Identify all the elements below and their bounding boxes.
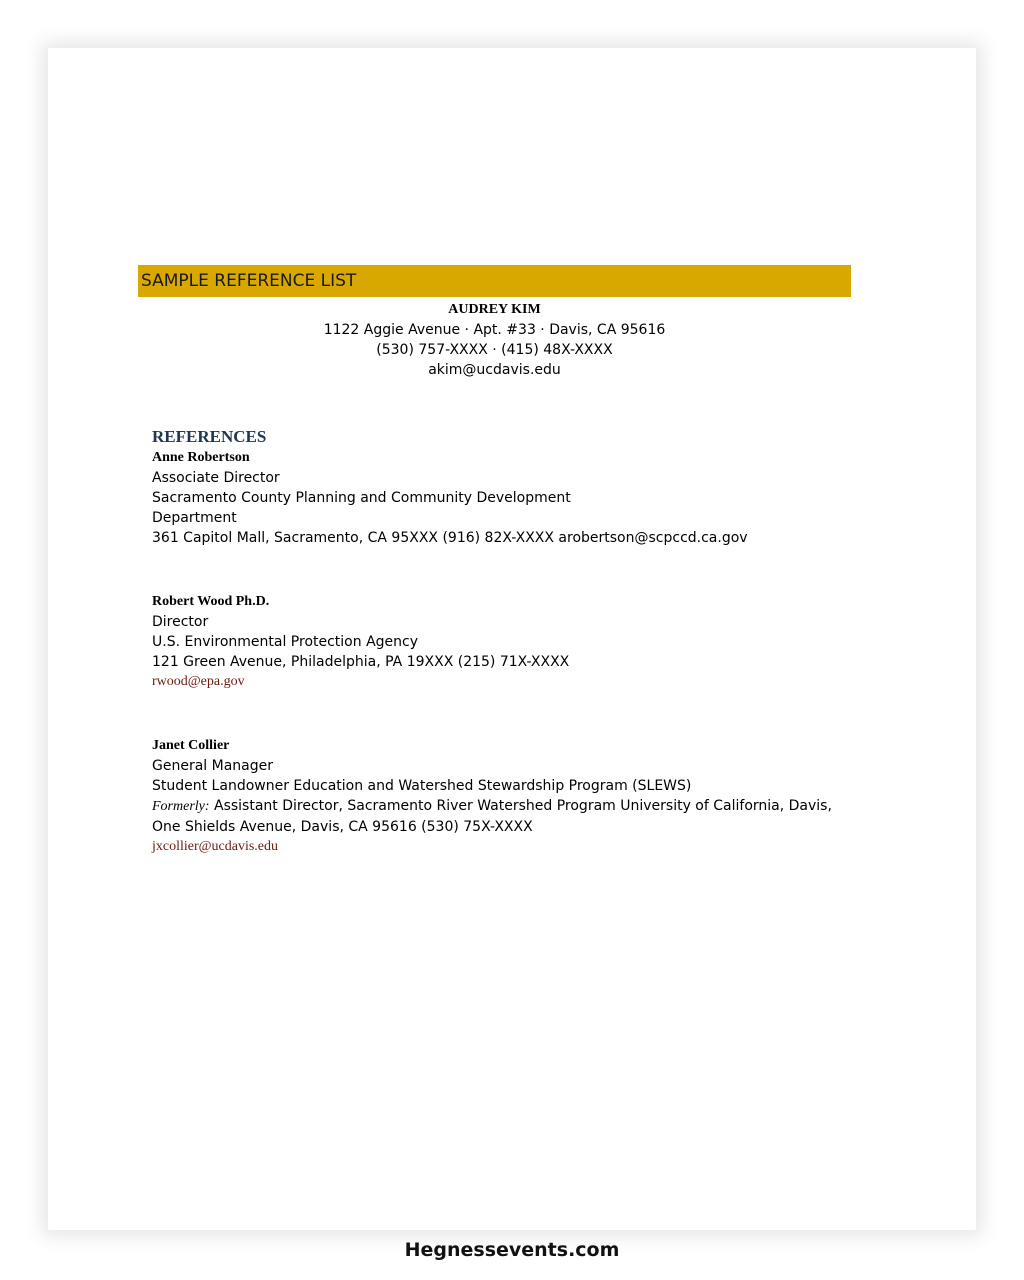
reference-email: rwood@epa.gov: [152, 674, 245, 689]
document-page: [48, 48, 976, 1230]
applicant-address: 1122 Aggie Avenue · Apt. #33 · Davis, CA 95616: [323, 322, 666, 338]
reference-title: General Manager: [152, 758, 273, 774]
reference-contact: 361 Capitol Mall, Sacramento, CA 95XXX (916) 82X-XXXX arobertson@scpccd.ca.gov: [152, 530, 748, 546]
document-title-bar: SAMPLE REFERENCE LIST: [138, 265, 851, 297]
reference-name: Robert Wood Ph.D.: [152, 594, 270, 609]
applicant-phones: (530) 757-XXXX · (415) 48X-XXXX: [376, 342, 613, 358]
applicant-header: [138, 300, 851, 380]
reference-contact: One Shields Avenue, Davis, CA 95616 (530) 75X-XXXX: [152, 819, 533, 835]
reference-name: Janet Collier: [152, 738, 230, 753]
reference-email: jxcollier@ucdavis.edu: [152, 839, 279, 854]
references-section: [152, 426, 852, 857]
applicant-name: AUDREY KIM: [448, 302, 541, 317]
reference-name: Anne Robertson: [152, 450, 250, 465]
reference-organization: Sacramento County Planning and Community Development: [152, 490, 571, 506]
reference-title: Associate Director: [152, 470, 280, 486]
reference-formerly: [152, 796, 852, 817]
reference-organization: Student Landowner Education and Watershed Stewardship Program (SLEWS): [152, 778, 692, 794]
site-watermark: Hegnessevents.com: [404, 1239, 620, 1261]
reference-title: Director: [152, 614, 209, 630]
reference-organization: U.S. Environmental Protection Agency: [152, 634, 419, 650]
reference-entry: [152, 448, 852, 548]
reference-entry: [152, 592, 852, 692]
reference-entry: [152, 736, 852, 857]
reference-organization-cont: Department: [152, 510, 237, 526]
applicant-email: akim@ucdavis.edu: [428, 362, 561, 378]
formerly-text: Assistant Director, Sacramento River Watershed Program University of California, Davis,: [214, 798, 832, 814]
references-heading: REFERENCES: [152, 427, 267, 446]
formerly-label: Formerly:: [152, 799, 210, 814]
reference-contact: 121 Green Avenue, Philadelphia, PA 19XXX (215) 71X-XXXX: [152, 654, 570, 670]
